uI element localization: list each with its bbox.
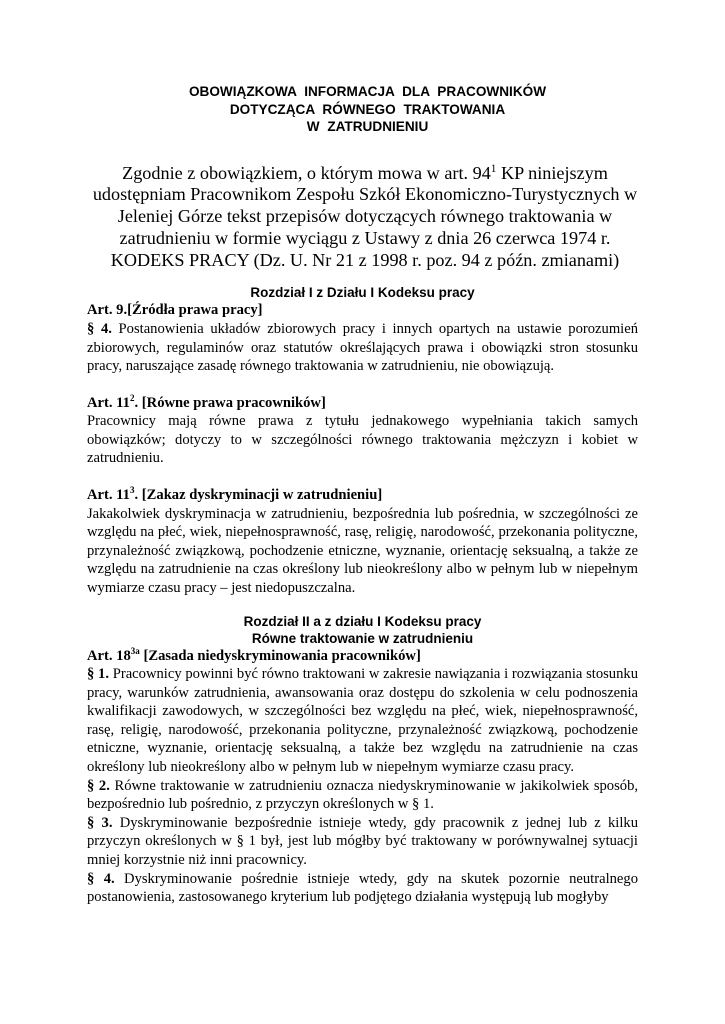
title-line-3: W ZATRUDNIENIU (306, 119, 429, 134)
intro-text-start: Zgodnie z obowiązkiem, o którym mowa w art. 94 (122, 162, 491, 183)
article-number: Art. 18 (87, 647, 131, 664)
article-superscript: 3a (130, 645, 140, 656)
art-18-3a-paragraph-2 (87, 777, 638, 814)
art-11-2-heading (87, 394, 638, 413)
chapter-1-heading: Rozdział I z Działu I Kodeksu pracy (250, 285, 475, 301)
art-18-3a-heading (87, 647, 638, 666)
art-11-2-text: Pracownicy mają równe prawa z tytułu jednakowego wypełniania takich samych obowiązków; dotyczy to w szczególności równego traktowania mężczyzn i kobiet w zatrudnieniu. (87, 413, 638, 467)
paragraph-label: § 4. (87, 870, 115, 887)
paragraph-label: § 1. (87, 666, 109, 683)
art-18-3a-paragraph-4 (87, 870, 638, 907)
chapter-2-heading (87, 613, 638, 647)
article-superscript: 2 (129, 392, 135, 403)
chapter-2-heading-line-2: Równe traktowanie w zatrudnieniu (251, 630, 474, 646)
paragraph-text: Pracownicy powinni być równo traktowani w zakresie nawiązania i rozwiązania stosunku pracy, warunków zatrudnienia, awansowania oraz dostępu do szkolenia w celu podnoszenia kwalifikacji zawodowych, w szczególności bez względu na płeć, wiek, niepełnosprawność, rasę, religię, narodowość, przekonania polityczne, przynależność związkową, pochodzenie etniczne, wyznanie, orientację seksualną, a także bez względu na zatrudnienie na czas określony lub nieokreślony albo w pełnym lub w niepełnym wymiarze czasu pracy. (87, 666, 638, 775)
article-number: Art. 11 (87, 394, 130, 411)
art-9-heading: Art. 9.[Źródła prawa pracy] (87, 302, 263, 319)
paragraph-label: § 4. (87, 320, 112, 337)
intro-superscript: 1 (490, 162, 497, 175)
paragraph-text: Dyskryminowanie bezpośrednie istnieje wtedy, gdy pracownik z jednej lub z kilku przyczyn określonych w § 1 był, jest lub mógłby być traktowany w porównywalnej sytuacji mniej korzystnie niż inni pracownicy. (87, 814, 638, 868)
article-title: . [Zakaz dyskryminacji w zatrudnieniu] (134, 487, 383, 504)
title-line-2: DOTYCZĄCA RÓWNEGO TRAKTOWANIA (229, 101, 506, 117)
art-9-paragraph-4 (87, 320, 638, 376)
intro-text-rest: KP niniejszym udostępniam Pracownikom Zespołu Szkół Ekonomiczno-Turystycznych w Jeleniej Górze tekst przepisów dotyczących równego traktowania w zatrudnieniu w formie wyciągu z Ustawy z dnia 26 czerwca 1974 r. KODEKS PRACY (Dz. U. Nr 21 z 1998 r. poz. 94 z późn. zmianami) (92, 162, 638, 270)
chapter-2-heading-line-1: Rozdział II a z działu I Kodeksu pracy (243, 613, 482, 629)
document-page (87, 83, 638, 907)
paragraph-text: Dyskryminowanie pośrednie istnieje wtedy, gdy na skutek pozornie neutralnego postanowienia, zastosowanego kryterium lub podjętego działania występują lub mogłyby (87, 870, 638, 906)
intro-paragraph (84, 163, 646, 272)
art-18-3a-paragraph-1 (87, 665, 638, 777)
art-18-3a-paragraph-3 (87, 814, 638, 870)
article-superscript: 3 (129, 485, 135, 496)
article-title: [Zasada niedyskryminowania pracowników] (139, 647, 421, 664)
paragraph-label: § 2. (87, 777, 110, 794)
art-11-3-text: Jakakolwiek dyskryminacja w zatrudnieniu, bezpośrednia lub pośrednia, w szczególności ze względu na płeć, wiek, niepełnosprawność, rasę, religię, narodowość, przekonania polityczne, przynależność związkową, pochodzenie etniczne, wyznanie, orientację seksualną, a także ze względu na zatrudnienie na czas określony lub nieokreślony albo w pełnym lub w niepełnym wymiarze czasu pracy – jest niedopuszczalna. (87, 505, 638, 596)
article-title: . [Równe prawa pracowników] (134, 394, 326, 411)
document-title (97, 83, 638, 136)
art-11-3-heading (87, 486, 638, 505)
article-number: Art. 11 (87, 487, 130, 504)
paragraph-text: Postanowienia układów zbiorowych pracy i innych opartych na ustawie porozumień zbiorowych, regulaminów oraz statutów określających prawa i obowiązki stron stosunku pracy, naruszające zasadę równego traktowania w zatrudnieniu, nie obowiązują. (87, 320, 639, 375)
title-line-1: OBOWIĄZKOWA INFORMACJA DLA PRACOWNIKÓW (188, 84, 547, 99)
paragraph-text: Równe traktowanie w zatrudnieniu oznacza niedyskryminowanie w jakikolwiek sposób, bezpośrednio lub pośrednio, z przyczyn określonych w § 1. (87, 777, 639, 813)
paragraph-label: § 3. (87, 814, 113, 831)
